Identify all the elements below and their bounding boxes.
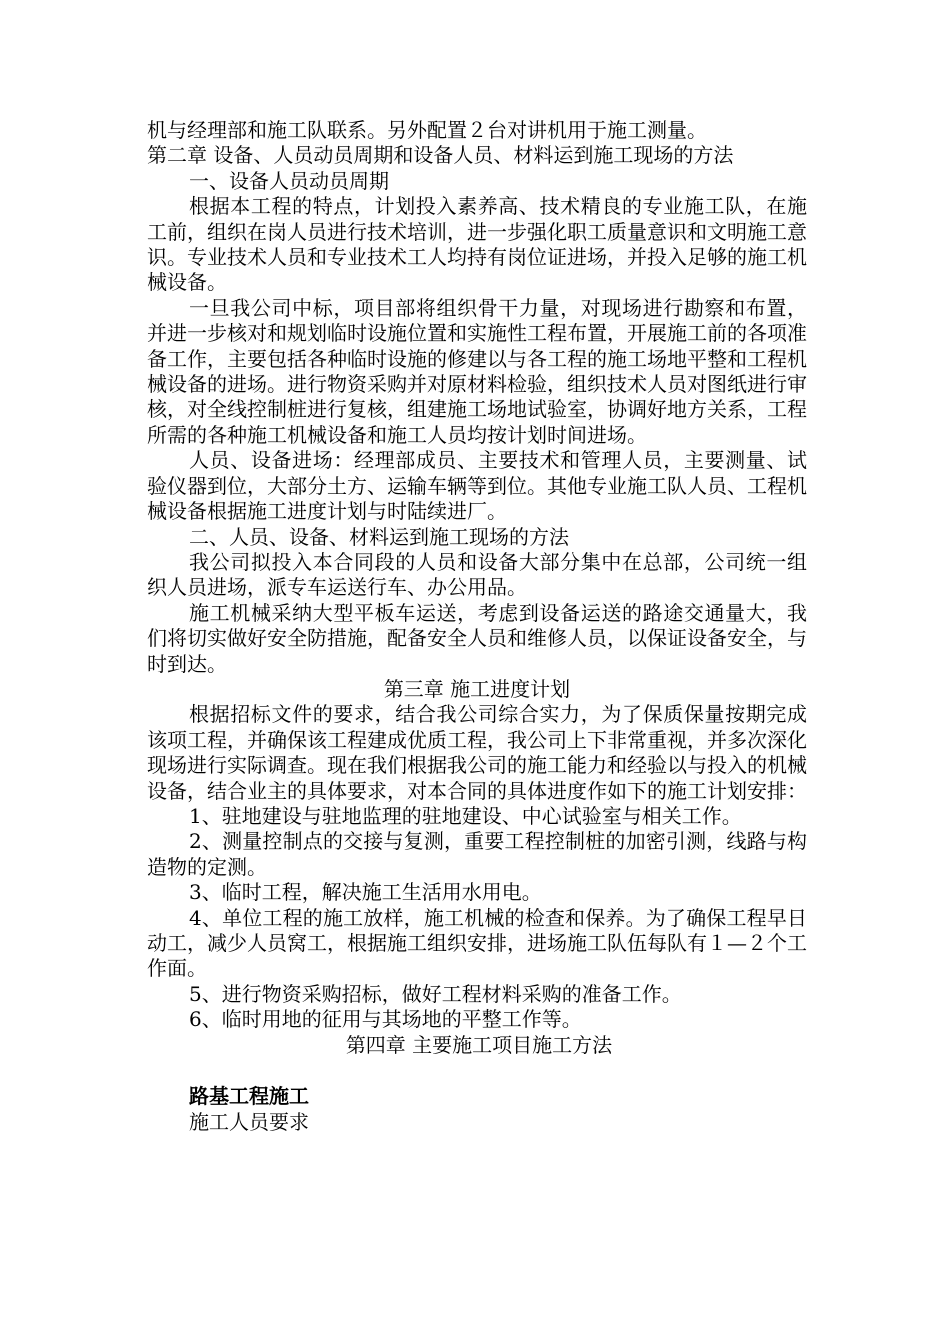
document-body	[147, 118, 807, 1135]
blank-line	[147, 1058, 807, 1083]
chapter-2-heading: 第二章 设备、人员动员周期和设备人员、材料运到施工现场的方法	[147, 143, 734, 168]
list-item: 3、临时工程，解决施工生活用水用电。	[189, 880, 542, 905]
section-heading-2: 二、人员、设备、材料运到施工现场的方法	[189, 524, 569, 549]
list-item: 5、进行物资采购招标，做好工程材料采购的准备工作。	[189, 981, 682, 1006]
paragraph-continuation: 机与经理部和施工队联系。另外配置２台对讲机用于施工测量。	[147, 118, 707, 142]
chapter-3-heading: 第三章 施工进度计划	[383, 676, 571, 701]
paragraph: 我公司拟投入本合同段的人员和设备大部分集中在总部，公司统一组织人员进场，派专车运送行车、办公用品。	[147, 549, 807, 600]
chapter-4-heading: 第四章 主要施工项目施工方法	[345, 1032, 613, 1057]
paragraph: 人员、设备进场：经理部成员、主要技术和管理人员，主要测量、试验仪器到位，大部分土方、运输车辆等到位。其他专业施工队人员、工程机械设备根据施工进度计划与时陆续进厂。	[147, 448, 807, 524]
list-item: 2、测量控制点的交接与复测，重要工程控制桩的加密引测，线路与构造物的定测。	[147, 829, 807, 879]
paragraph: 根据本工程的特点，计划投入素养高、技术精良的专业施工队，在施工前，组织在岗人员进行技术培训，进一步强化职工质量意识和文明施工意识。专业技术人员和专业技术工人均持有岗位证进场，并投入足够的施工机械设备。	[147, 194, 807, 295]
section-heading-1: 一、设备人员动员周期	[189, 168, 389, 193]
paragraph: 一旦我公司中标，项目部将组织骨干力量，对现场进行勘察和布置，并进一步核对和规划临时设施位置和实施性工程布置，开展施工前的各项准备工作，主要包括各种临时设施的修建以与各工程的施工场地平整和工程机械设备的进场。进行物资采购并对原材料检验，组织技术人员对图纸进行审核，对全线控制桩进行复核，组建施工场地试验室，协调好地方关系，工程所需的各种施工机械设备和施工人员均按计划时间进场。	[147, 295, 807, 447]
paragraph: 施工机械采纳大型平板车运送，考虑到设备运送的路途交通量大，我们将切实做好安全防措施，配备安全人员和维修人员，以保证设备安全，与时到达。	[147, 600, 807, 676]
paragraph: 根据招标文件的要求，结合我公司综合实力，为了保质保量按期完成该项工程，并确保该工程建成优质工程，我公司上下非常重视，并多次深化现场进行实际调查。现在我们根据我公司的施工能力和经验以与投入的机械设备，结合业主的具体要求，对本合同的具体进度作如下的施工计划安排：	[147, 702, 807, 803]
list-item: 1、驻地建设与驻地监理的驻地建设、中心试验室与相关工作。	[189, 803, 742, 828]
subsection-title: 施工人员要求	[189, 1110, 309, 1135]
list-item: 6、临时用地的征用与其场地的平整工作等。	[189, 1007, 582, 1032]
section-title-bold: 路基工程施工	[189, 1084, 309, 1109]
list-item: 4、单位工程的施工放样，施工机械的检查和保养。为了确保工程早日动工，减少人员窝工，根据施工组织安排，进场施工队伍每队有１—２个工作面。	[147, 905, 807, 981]
